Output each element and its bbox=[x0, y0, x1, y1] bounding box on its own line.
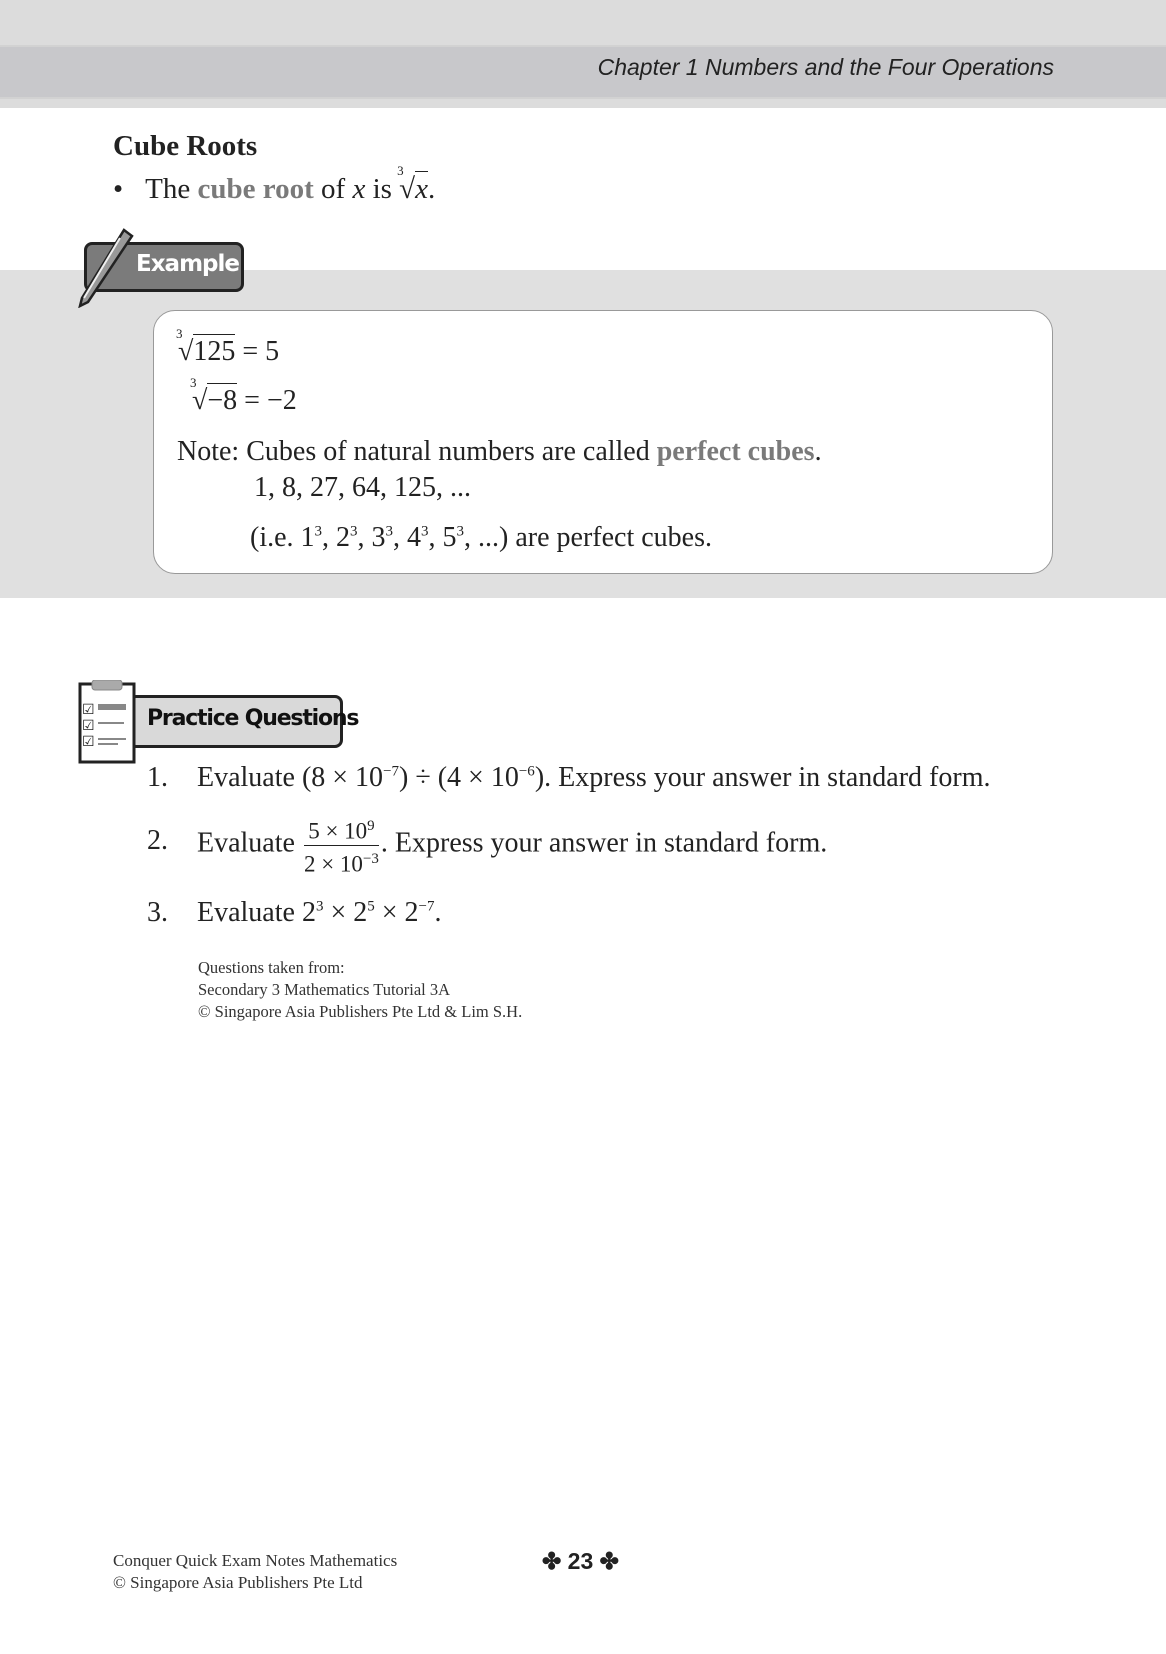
text: ) ÷ (4 × 10 bbox=[399, 762, 519, 793]
pen-icon bbox=[76, 228, 136, 308]
cube-root: 3 √x bbox=[397, 163, 428, 205]
chapter-title: Chapter 1 Numbers and the Four Operations bbox=[597, 54, 1054, 80]
question-number: 1. bbox=[147, 762, 168, 793]
text: , 3 bbox=[357, 522, 386, 553]
exp: −7 bbox=[418, 898, 435, 915]
radicand: 125 bbox=[193, 336, 236, 367]
text: ). Express your answer in standard form. bbox=[534, 762, 991, 793]
text: × 2 bbox=[374, 897, 419, 928]
example-line: 3 √125 = 5 bbox=[176, 326, 280, 367]
text: Evaluate 2 bbox=[197, 897, 316, 928]
text: Evaluate bbox=[197, 827, 302, 859]
source-note: Questions taken from: bbox=[198, 958, 345, 977]
root-index: 3 bbox=[190, 375, 197, 390]
text: , ...) are perfect cubes. bbox=[464, 522, 712, 553]
text: = −2 bbox=[237, 385, 297, 416]
exp: −7 bbox=[383, 763, 400, 780]
text: Cubes of natural numbers are called bbox=[246, 436, 657, 467]
term: perfect cubes bbox=[656, 436, 815, 467]
exp: 3 bbox=[314, 523, 323, 540]
root-index: 3 bbox=[176, 326, 183, 341]
exp: 5 bbox=[367, 898, 375, 915]
text: The bbox=[145, 173, 198, 205]
exp: 9 bbox=[367, 818, 375, 834]
example-label: Example bbox=[136, 251, 239, 277]
term: cube root bbox=[197, 173, 314, 205]
question-2 bbox=[147, 813, 1047, 877]
note-label: Note: bbox=[177, 436, 240, 467]
svg-text:☑: ☑ bbox=[82, 735, 95, 750]
cube-powers bbox=[250, 522, 712, 554]
denominator: 2 × 10 bbox=[303, 851, 363, 877]
question-number: 3. bbox=[147, 897, 168, 928]
radicand: −8 bbox=[207, 385, 238, 416]
svg-text:☑: ☑ bbox=[82, 719, 95, 734]
source-note: © Singapore Asia Publishers Pte Ltd & Lim S.H. bbox=[198, 1002, 523, 1021]
text: × 2 bbox=[323, 897, 368, 928]
exp: 3 bbox=[421, 523, 429, 540]
section-title: Cube Roots bbox=[113, 130, 258, 162]
text: = 5 bbox=[235, 336, 280, 367]
numerator: 5 × 10 bbox=[308, 818, 368, 844]
text: , 4 bbox=[393, 522, 422, 553]
page-number-text: 23 bbox=[567, 1548, 594, 1574]
text: , 2 bbox=[322, 522, 351, 553]
source-note: Secondary 3 Mathematics Tutorial 3A bbox=[198, 980, 451, 999]
checklist-icon bbox=[78, 680, 136, 766]
exp: 3 bbox=[456, 523, 465, 540]
bullet-item: • The cube root of x is 3 √x. bbox=[113, 163, 436, 205]
text: is bbox=[365, 173, 400, 205]
text: of bbox=[313, 173, 353, 205]
footer-copyright: © Singapore Asia Publishers Pte Ltd bbox=[113, 1573, 363, 1592]
note bbox=[177, 436, 822, 468]
text: (i.e. 1 bbox=[250, 522, 315, 553]
text: Evaluate (8 × 10 bbox=[197, 762, 384, 793]
question-number: 2. bbox=[147, 825, 168, 856]
cube-list: 1, 8, 27, 64, 125, ... bbox=[254, 472, 471, 503]
footer-title: Conquer Quick Exam Notes Mathematics bbox=[113, 1551, 398, 1570]
root-index: 3 bbox=[397, 163, 404, 178]
ornament-left-icon: ✤ bbox=[542, 1548, 562, 1574]
exp: −3 bbox=[362, 850, 379, 867]
svg-text:☑: ☑ bbox=[82, 703, 95, 718]
radicand: x bbox=[415, 173, 428, 205]
ornament-right-icon: ✤ bbox=[599, 1548, 619, 1574]
variable: x bbox=[352, 173, 366, 205]
practice-label: Practice Questions bbox=[147, 706, 359, 731]
text: . bbox=[814, 436, 822, 467]
exp: 3 bbox=[315, 898, 324, 915]
text: . bbox=[434, 897, 442, 928]
text: . Express your answer in standard form. bbox=[380, 827, 828, 859]
exp: 3 bbox=[385, 523, 394, 540]
page-number bbox=[542, 1548, 619, 1575]
exp: −6 bbox=[518, 763, 535, 780]
text: , 5 bbox=[428, 522, 457, 553]
text: . bbox=[427, 173, 436, 205]
exp: 3 bbox=[350, 523, 358, 540]
fraction bbox=[304, 813, 379, 877]
example-line: 3 √−8 = −2 bbox=[190, 375, 297, 416]
